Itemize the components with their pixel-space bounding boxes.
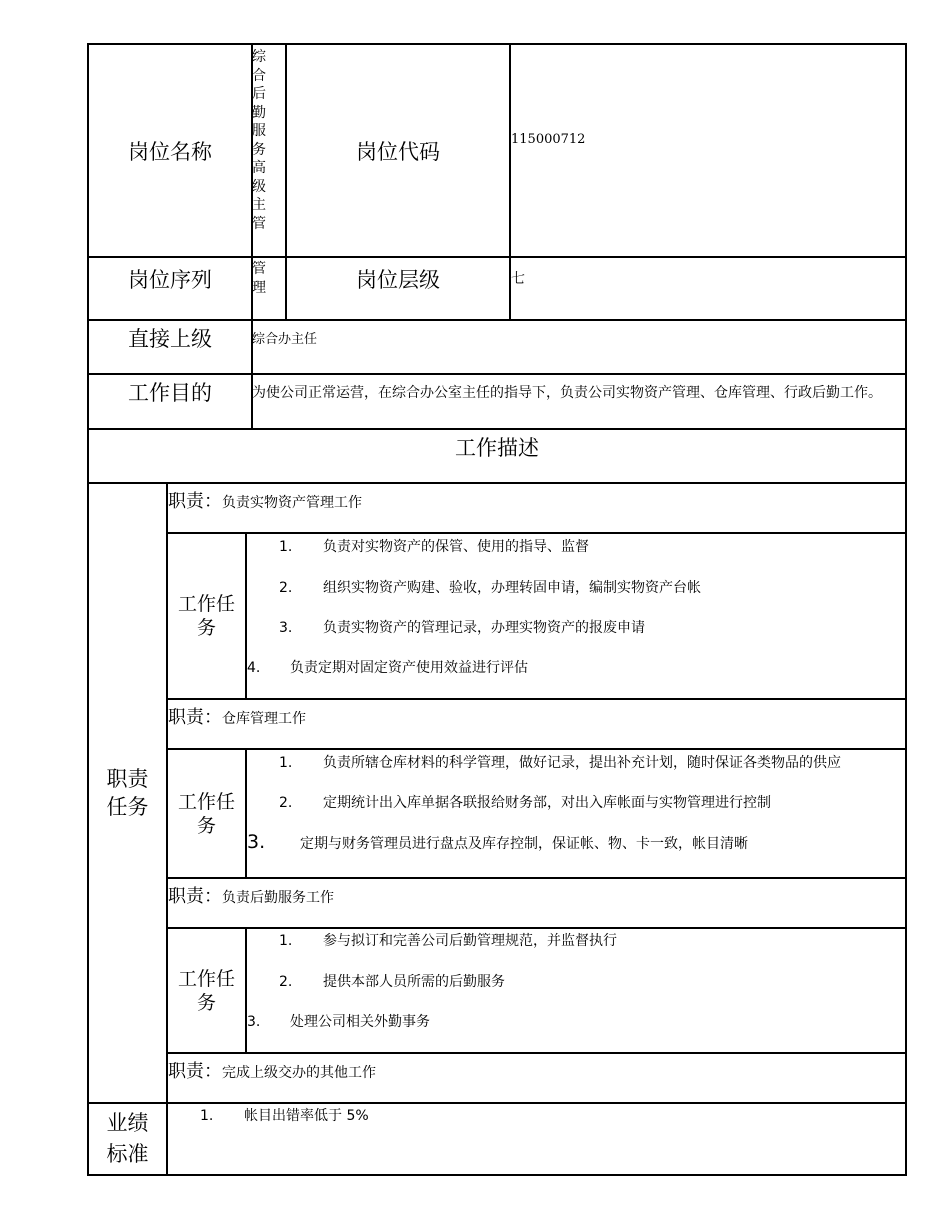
task-1-3: 3. 负责实物资产的管理记录，办理实物资产的报废申请 — [279, 620, 645, 636]
post-sequence-value: 管理 — [252, 261, 266, 296]
superior-value: 综合办主任 — [252, 332, 318, 347]
duty-prefix: 职责： — [168, 1061, 222, 1082]
purpose-label: 工作目的 — [128, 381, 212, 405]
superior-label: 直接上级 — [128, 327, 212, 351]
task-label-2: 工作任务 — [177, 790, 235, 837]
task-3-3: 3. 处理公司相关外勤事务 — [247, 1014, 430, 1030]
post-name-value: 综合后勤服务高级主管 — [252, 49, 266, 232]
task-3-2: 2. 提供本部人员所需的后勤服务 — [279, 974, 505, 990]
post-sequence-label: 岗位序列 — [128, 268, 212, 292]
duty-title-1 — [168, 487, 362, 513]
task-1-1: 1. 负责对实物资产的保管、使用的指导、监督 — [279, 539, 589, 555]
performance-label: 业绩标准 — [106, 1111, 149, 1166]
duty-prefix: 职责： — [168, 491, 222, 512]
task-1-4: 4. 负责定期对固定资产使用效益进行评估 — [247, 660, 528, 676]
work-description-title: 工作描述 — [455, 436, 539, 460]
task-1-2: 2. 组织实物资产购建、验收，办理转固申请，编制实物资产台帐 — [279, 580, 701, 596]
duty-title-3 — [168, 882, 334, 908]
task-2-3: 3. 定期与财务管理员进行盘点及库存控制，保证帐、物、卡一致，帐目清晰 — [247, 831, 748, 853]
duty-title-4 — [168, 1057, 376, 1083]
task-label-3: 工作任务 — [177, 967, 235, 1014]
post-code-value: 115000712 — [511, 132, 586, 147]
task-label-1: 工作任务 — [177, 593, 235, 639]
duty-title-text: 完成上级交办的其他工作 — [222, 1065, 376, 1081]
duty-title-text: 负责实物资产管理工作 — [222, 495, 362, 511]
post-code-label: 岗位代码 — [356, 139, 440, 164]
performance-item-1: 1. 帐目出错率低于 5% — [200, 1108, 369, 1124]
purpose-value: 为使公司正常运营，在综合办公室主任的指导下，负责公司实物资产管理、仓库管理、行政后勤工作。 — [252, 385, 882, 401]
duty-title-2 — [168, 703, 306, 729]
duty-prefix: 职责： — [168, 886, 222, 907]
post-level-value: 七 — [511, 271, 525, 287]
post-name-label: 岗位名称 — [128, 139, 212, 164]
task-3-1: 1. 参与拟订和完善公司后勤管理规范，并监督执行 — [279, 933, 617, 949]
duty-prefix: 职责： — [168, 707, 222, 728]
duties-label: 职责任务 — [106, 767, 149, 819]
task-2-2: 2. 定期统计出入库单据各联报给财务部，对出入库帐面与实物管理进行控制 — [279, 795, 771, 811]
task-2-1: 1. 负责所辖仓库材料的科学管理，做好记录，提出补充计划，随时保证各类物品的供应 — [279, 755, 841, 771]
duty-title-text: 仓库管理工作 — [222, 711, 306, 727]
post-level-label: 岗位层级 — [356, 268, 440, 292]
duty-title-text: 负责后勤服务工作 — [222, 890, 334, 906]
